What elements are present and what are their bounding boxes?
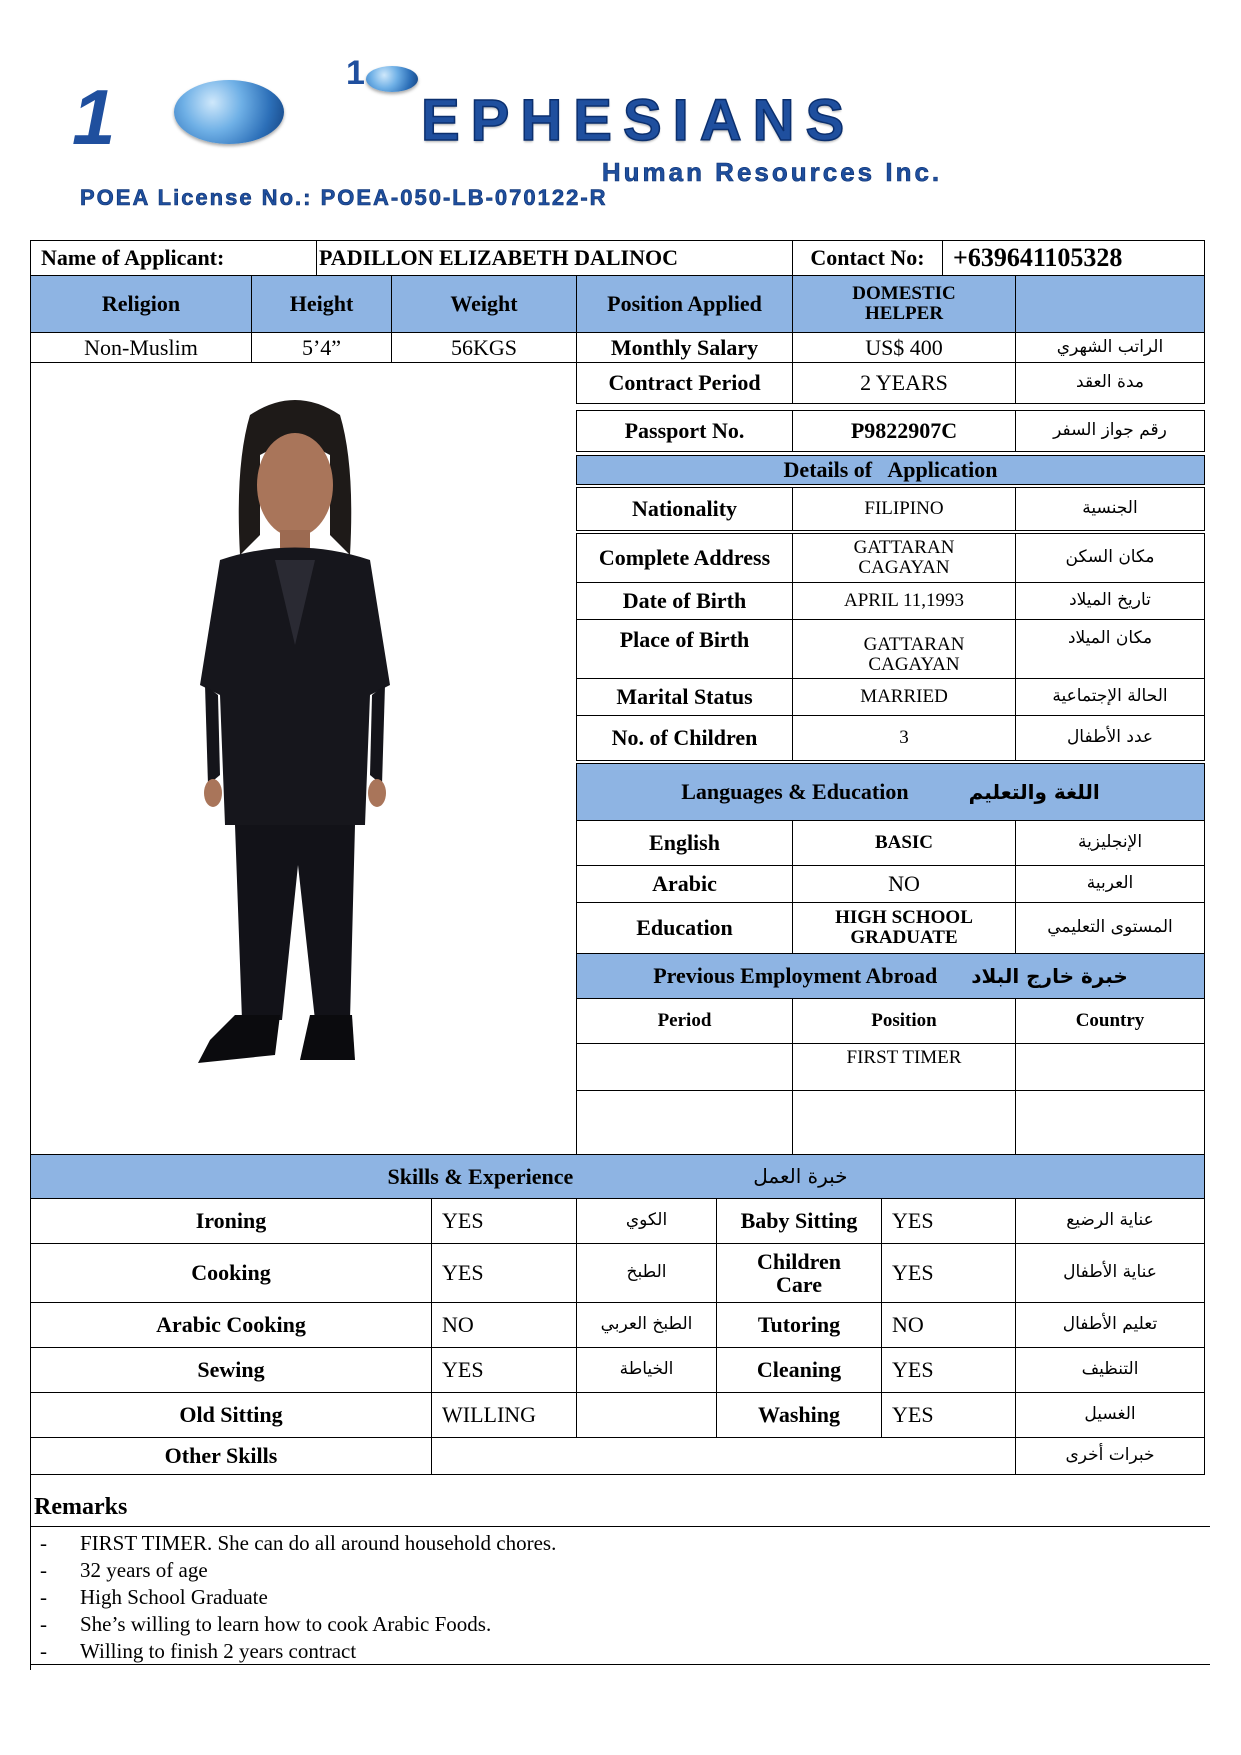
passport-value: P9822907C <box>792 410 1016 452</box>
position-value: DOMESTIC HELPER <box>792 275 1016 333</box>
passport-label: Passport No. <box>576 410 793 452</box>
employment-header-period: Period <box>576 998 793 1044</box>
marital-status-label: Marital Status <box>576 678 793 716</box>
globe-icon <box>174 80 284 144</box>
skill-arabic: الخياطة <box>576 1347 717 1393</box>
skill-label: Washing <box>716 1392 882 1438</box>
english-arabic: الإنجليزية <box>1015 820 1205 866</box>
dob-label: Date of Birth <box>576 582 793 620</box>
other-skills-label: Other Skills <box>30 1437 432 1475</box>
english-value: BASIC <box>792 820 1016 866</box>
skill-value: YES <box>431 1347 577 1393</box>
children-value: 3 <box>792 715 1016 761</box>
employment-section-title <box>576 953 1205 999</box>
arabic-value: NO <box>792 865 1016 903</box>
children-label: No. of Children <box>576 715 793 761</box>
dob-value: APRIL 11,1993 <box>792 582 1016 620</box>
remark-item: - High School Graduate <box>40 1585 268 1609</box>
brand-name: EPHESIANS <box>421 88 856 153</box>
skill-arabic: عناية الرضيع <box>1015 1198 1205 1244</box>
skill-arabic: عناية الأطفال <box>1015 1243 1205 1303</box>
skill-label: Arabic Cooking <box>30 1302 432 1348</box>
brand-subtitle: Human Resources Inc. <box>601 157 943 187</box>
employment-row-period <box>576 1090 793 1155</box>
brand-license: POEA License No.: POEA-050-LB-070122-R <box>80 185 608 210</box>
salary-value: US$ 400 <box>792 332 1016 363</box>
contract-period-label: Contract Period <box>576 362 793 404</box>
skill-value: YES <box>881 1347 1016 1393</box>
skill-label: Sewing <box>30 1347 432 1393</box>
employment-row-position: FIRST TIMER <box>792 1043 1016 1091</box>
languages-section-title <box>576 763 1205 821</box>
remarks-border <box>30 1474 31 1670</box>
other-skills-arabic: خبرات أخرى <box>1015 1437 1205 1475</box>
skill-value: YES <box>431 1243 577 1303</box>
skills-title: Skills & Experience <box>387 1163 574 1189</box>
marital-status-value: MARRIED <box>792 678 1016 716</box>
skill-arabic: الغسيل <box>1015 1392 1205 1438</box>
skill-arabic: تعليم الأطفال <box>1015 1302 1205 1348</box>
skill-value: YES <box>881 1243 1016 1303</box>
education-arabic: المستوى التعليمي <box>1015 902 1205 954</box>
pob-arabic: مكان الميلاد <box>1015 619 1205 679</box>
skill-label: Children Care <box>716 1243 882 1303</box>
skill-arabic: الطبخ العربي <box>576 1302 717 1348</box>
skill-arabic <box>576 1392 717 1438</box>
arabic-arabic: العربية <box>1015 865 1205 903</box>
contact-number: +639641105328 <box>942 240 1205 276</box>
skill-label: Ironing <box>30 1198 432 1244</box>
passport-arabic: رقم جواز السفر <box>1015 410 1205 452</box>
applicant-name: PADILLON ELIZABETH DALINOC <box>316 240 793 276</box>
nationality-value: FILIPINO <box>792 487 1016 531</box>
salary-label: Monthly Salary <box>576 332 793 363</box>
employment-header-position: Position <box>792 998 1016 1044</box>
skill-label: Cleaning <box>716 1347 882 1393</box>
address-arabic: مكان السكن <box>1015 533 1205 583</box>
skill-value: WILLING <box>431 1392 577 1438</box>
applicant-photo <box>180 395 410 1095</box>
employment-row-country <box>1015 1043 1205 1091</box>
employment-row-position <box>792 1090 1016 1155</box>
skill-value: YES <box>431 1198 577 1244</box>
name-label: Name of Applicant: <box>30 240 317 276</box>
skills-title-arabic: خبرة العمل <box>753 1164 848 1188</box>
remarks-bottom-line <box>30 1664 1210 1665</box>
employment-header-country: Country <box>1015 998 1205 1044</box>
languages-title-arabic: اللغة والتعليم <box>968 779 1100 804</box>
marital-status-arabic: الحالة الإجتماعية <box>1015 678 1205 716</box>
pob-value: GATTARAN CAGAYAN <box>792 619 1016 679</box>
address-value: GATTARAN CAGAYAN <box>792 533 1016 583</box>
company-logo <box>66 54 1166 210</box>
skill-arabic: التنظيف <box>1015 1347 1205 1393</box>
education-label: Education <box>576 902 793 954</box>
height-header: Height <box>251 275 392 333</box>
salary-arabic: الراتب الشهري <box>1015 332 1205 363</box>
contact-label: Contact No: <box>792 240 943 276</box>
remark-item: - She’s willing to learn how to cook Arabic Foods. <box>40 1612 492 1636</box>
skill-arabic: الطبخ <box>576 1243 717 1303</box>
skill-value: NO <box>431 1302 577 1348</box>
weight-header: Weight <box>391 275 577 333</box>
religion-header: Religion <box>30 275 252 333</box>
skill-value: NO <box>881 1302 1016 1348</box>
details-section-title: Details of Application <box>576 455 1205 485</box>
skills-section-title <box>30 1154 1205 1199</box>
nationality-arabic: الجنسية <box>1015 487 1205 531</box>
globe-small-icon <box>366 66 418 92</box>
skill-value: YES <box>881 1392 1016 1438</box>
remarks-divider <box>30 1526 1210 1527</box>
children-arabic: عدد الأطفال <box>1015 715 1205 761</box>
pob-label: Place of Birth <box>576 619 793 679</box>
weight-value: 56KGS <box>391 332 577 363</box>
skill-label: Baby Sitting <box>716 1198 882 1244</box>
religion-value: Non-Muslim <box>30 332 252 363</box>
remark-item: - Willing to finish 2 years contract <box>40 1639 357 1663</box>
skill-value: YES <box>881 1198 1016 1244</box>
skill-label: Cooking <box>30 1243 432 1303</box>
logo-superscript: 1 <box>346 54 365 92</box>
dob-arabic: تاريخ الميلاد <box>1015 582 1205 620</box>
contract-period-arabic: مدة العقد <box>1015 362 1205 404</box>
english-label: English <box>576 820 793 866</box>
remarks-title: Remarks <box>34 1494 128 1520</box>
height-value: 5’4” <box>251 332 392 363</box>
employment-title: Previous Employment Abroad <box>653 963 938 989</box>
contract-period-value: 2 YEARS <box>792 362 1016 404</box>
skill-label: Old Sitting <box>30 1392 432 1438</box>
logo-number: 1 <box>72 73 112 161</box>
arabic-label: Arabic <box>576 865 793 903</box>
employment-row-country <box>1015 1090 1205 1155</box>
skill-label: Tutoring <box>716 1302 882 1348</box>
address-label: Complete Address <box>576 533 793 583</box>
employment-row-period <box>576 1043 793 1091</box>
education-value: HIGH SCHOOL GRADUATE <box>792 902 1016 954</box>
employment-title-arabic: خبرة خارج البلاد <box>971 963 1128 988</box>
skill-arabic: الكوي <box>576 1198 717 1244</box>
nationality-label: Nationality <box>576 487 793 531</box>
other-skills-value <box>431 1437 1016 1475</box>
remark-item: - FIRST TIMER. She can do all around household chores. <box>40 1531 557 1555</box>
position-applied-header: Position Applied <box>576 275 793 333</box>
languages-title: Languages & Education <box>681 779 909 805</box>
blank-header-cell <box>1015 275 1205 333</box>
remark-item: - 32 years of age <box>40 1558 208 1582</box>
